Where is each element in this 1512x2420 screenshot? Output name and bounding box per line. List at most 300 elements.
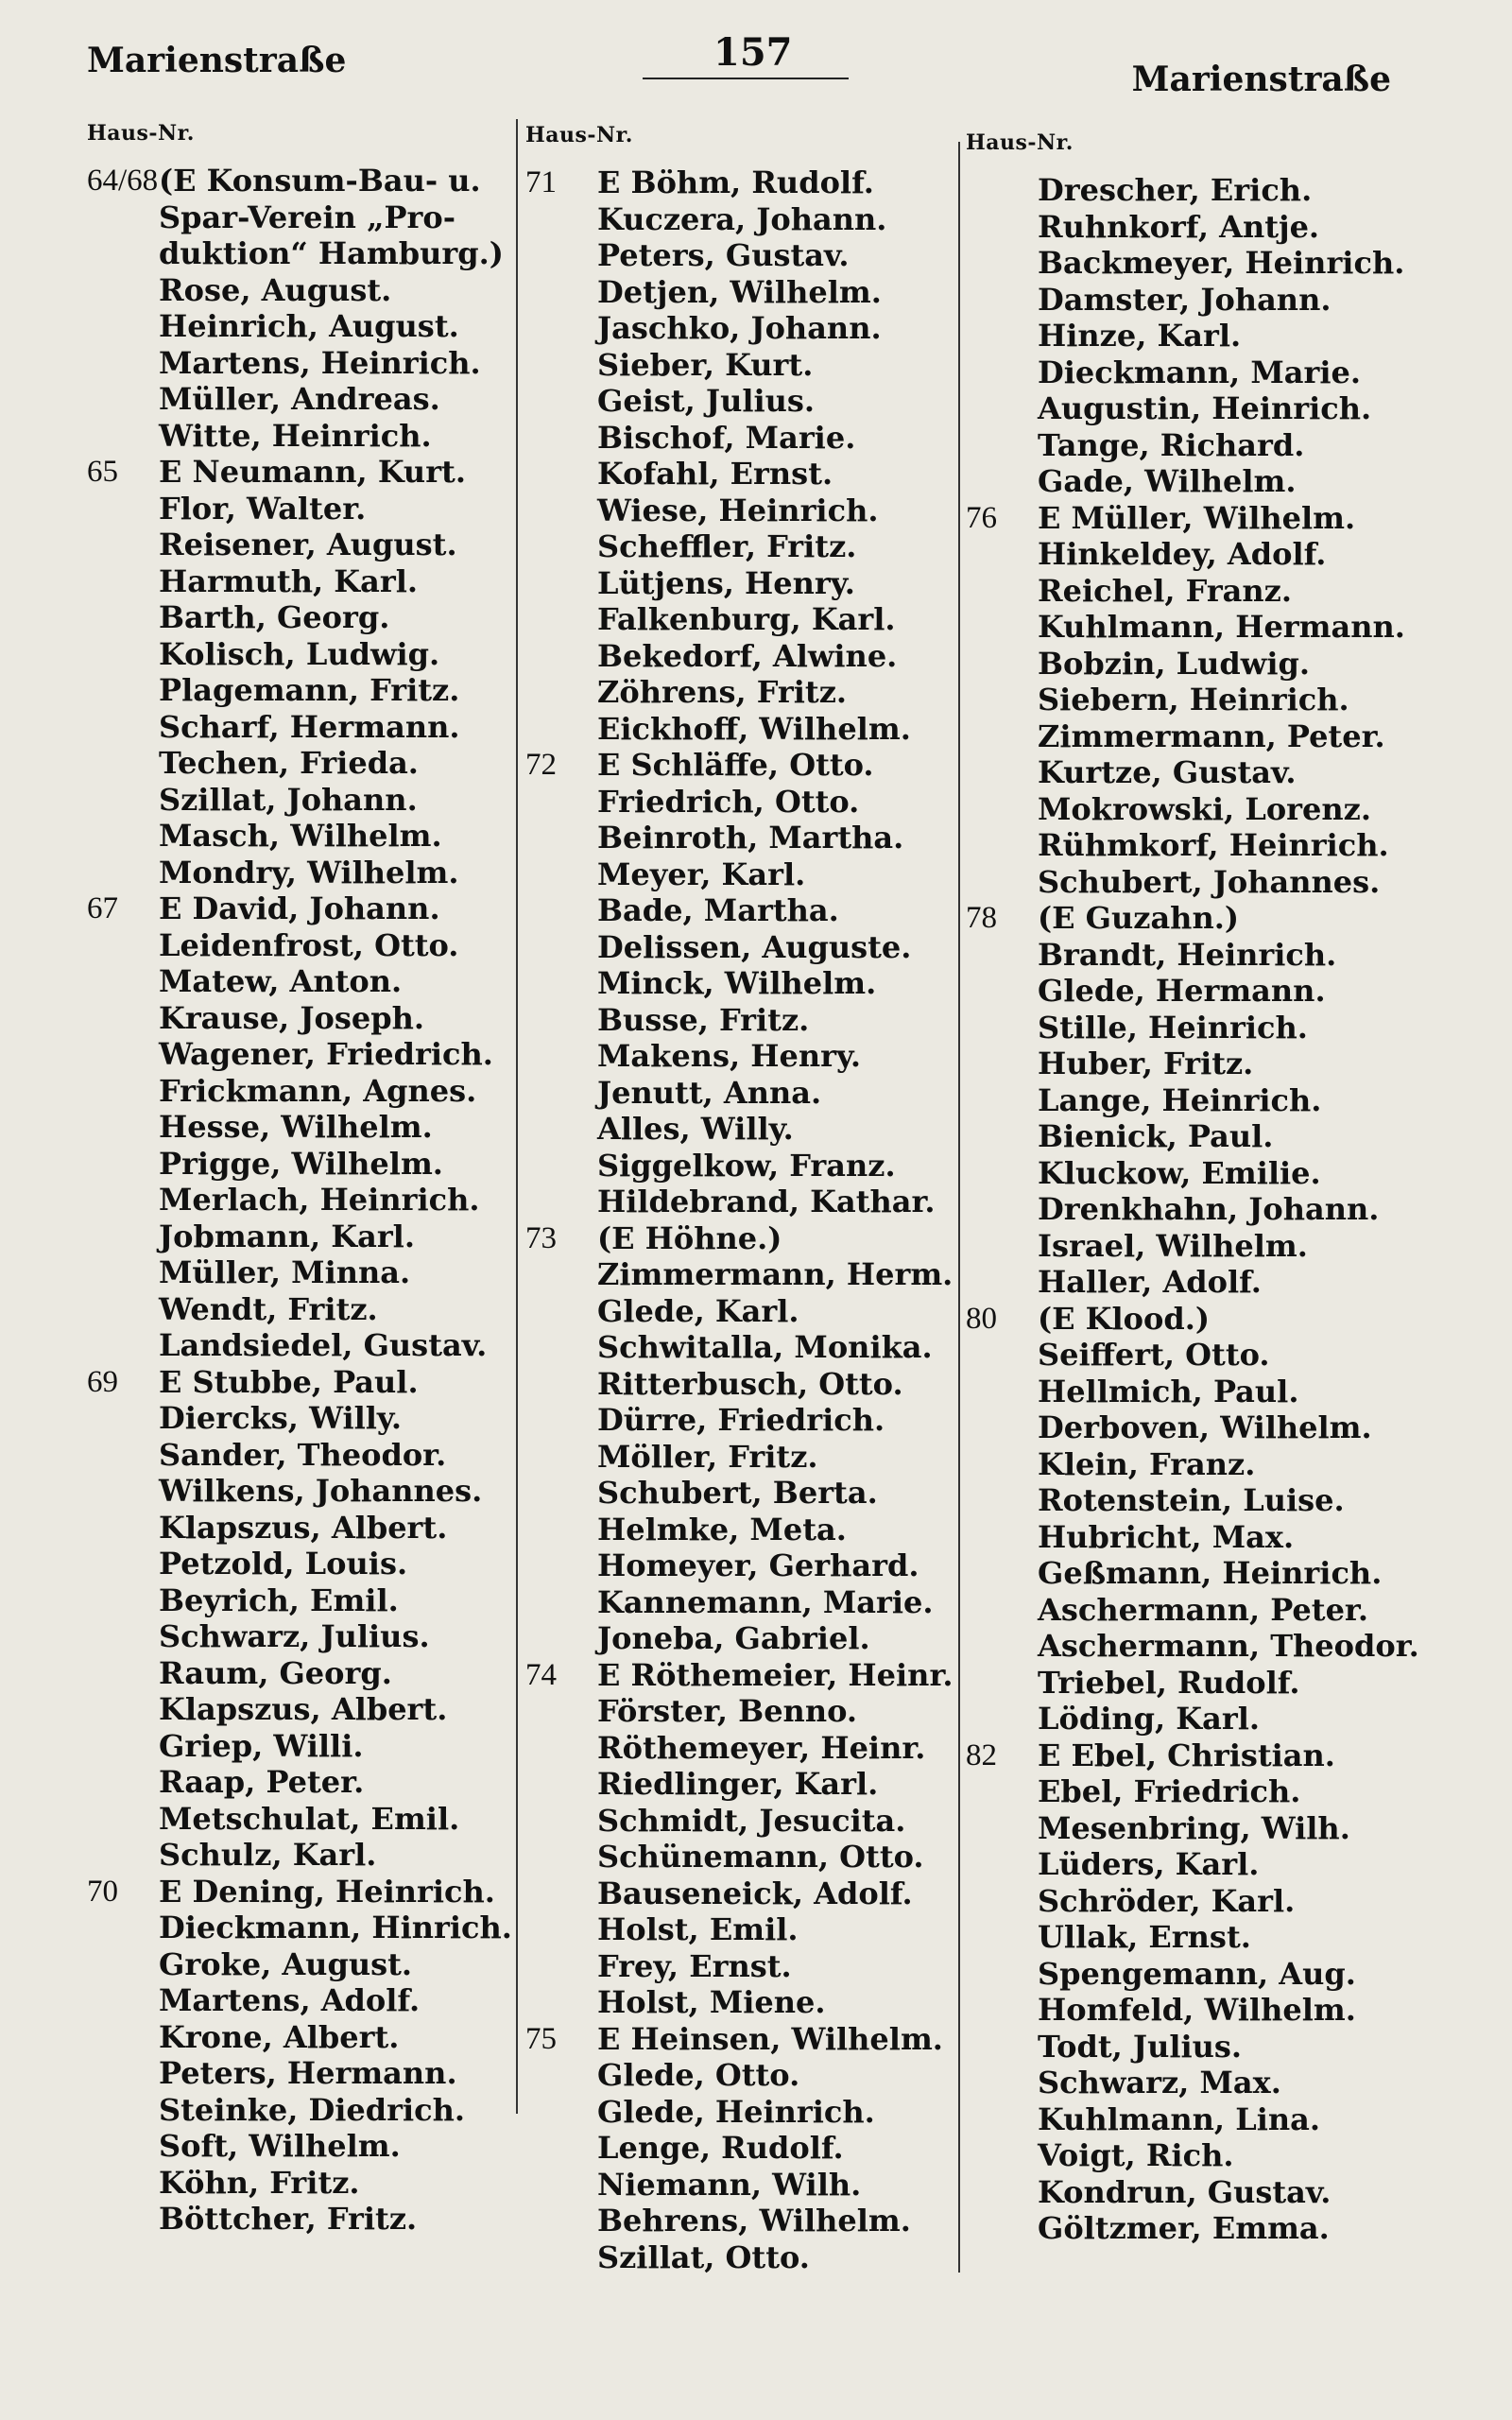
resident-name: E Böhm, Rudolf. [597,164,874,200]
resident-name: Böttcher, Fritz. [159,2201,418,2237]
resident-name: Petzold, Louis. [159,1546,408,1582]
resident-name: Bischof, Marie. [597,419,856,456]
directory-entry [87,308,503,345]
resident-name: Derboven, Wilhelm. [1038,1409,1372,1445]
column-entries [87,163,512,2238]
directory-entry [525,1620,960,1657]
resident-name: Heinrich, August. [159,308,459,344]
resident-name: (E Guzahn.) [1038,900,1239,936]
directory-entry [966,245,1419,282]
resident-name: Mondry, Wilhelm. [159,854,459,890]
directory-entry [87,1691,503,1728]
resident-name: Scheffler, Fritz. [597,528,857,564]
resident-name: Martens, Heinrich. [159,344,481,381]
resident-name: Meyer, Karl. [597,856,806,892]
directory-entry [87,1655,503,1692]
resident-name: Frickmann, Agnes. [159,1072,477,1109]
directory-entry [87,1364,503,1401]
resident-name: Geßmann, Heinrich. [1038,1555,1383,1591]
resident-name: Peters, Hermann. [159,2055,457,2091]
directory-entry [87,527,503,563]
resident-name: Harmuth, Karl. [159,562,418,599]
resident-name: Friedrich, Otto. [597,783,860,820]
resident-name: Merlach, Heinrich. [159,1182,480,1218]
directory-entry [525,1512,960,1548]
directory-entry [966,718,1419,755]
resident-name: Dürre, Friedrich. [597,1402,885,1438]
resident-name: Bekedorf, Alwine. [597,637,898,674]
resident-name: Glede, Hermann. [1038,973,1326,1009]
resident-name: Eickhoff, Wilhelm. [597,710,911,747]
directory-entry [966,172,1419,209]
directory-entry [525,1075,960,1112]
directory-entry [87,2092,503,2129]
directory-entry [87,855,503,891]
directory-entry [525,1038,960,1075]
resident-name: Kuczera, Johann. [597,200,887,237]
directory-entry [525,1256,960,1293]
resident-name: Homeyer, Gerhard. [597,1547,919,1583]
resident-name: Haller, Adolf. [1038,1264,1262,1300]
directory-entry [966,1155,1419,1192]
directory-entry [525,1730,960,1767]
resident-name: Matew, Anton. [159,963,403,999]
resident-name: Griep, Willi. [159,1727,364,1764]
resident-name: Hinze, Karl. [1038,318,1242,354]
resident-name: Förster, Benno. [597,1693,857,1729]
resident-name: Reisener, August. [159,527,457,562]
directory-entry [87,1219,503,1255]
resident-name: Soft, Wilhelm. [159,2128,401,2164]
directory-entry [87,709,503,746]
resident-name: Rühmkorf, Heinrich. [1038,827,1389,863]
directory-entry [966,1118,1419,1155]
resident-name: Kluckow, Emilie. [1038,1154,1321,1191]
resident-name: Reichel, Franz. [1038,572,1292,609]
resident-name: Hubricht, Max. [1038,1518,1295,1555]
resident-name: Lenge, Rudolf. [597,2130,844,2166]
resident-name: Kurtze, Gustav. [1038,754,1297,790]
resident-name: Klapszus, Albert. [159,1509,448,1546]
resident-name: Landsiedel, Gustav. [159,1327,488,1363]
directory-entry [87,1000,503,1037]
resident-name: Szillat, Johann. [159,781,418,818]
resident-name: Beyrich, Emil. [159,1582,399,1618]
directory-entry [525,1220,960,1257]
resident-name: Jobmann, Karl. [159,1218,415,1254]
directory-entry [525,1911,960,1948]
directory-entry [87,927,503,964]
resident-name: Brandt, Heinrich. [1038,936,1337,973]
resident-name: Zimmermann, Herm. [597,1256,954,1292]
directory-entry [966,1846,1419,1883]
resident-name: Röthemeyer, Heinr. [597,1729,926,1766]
directory-entry [966,1992,1419,2029]
directory-entry [87,272,503,309]
resident-name: Göltzmer, Emma. [1038,2210,1330,2246]
resident-name: Prigge, Wilhelm. [159,1145,443,1182]
running-head-right: Marienstraße [1131,60,1391,99]
directory-entry [966,973,1419,1010]
directory-entry [87,1437,503,1474]
resident-name: Masch, Wilhelm. [159,818,442,854]
resident-name: E Stubbe, Paul. [159,1363,419,1400]
directory-entry [966,1482,1419,1519]
resident-name: Stille, Heinrich. [1038,1009,1308,1046]
directory-entry [87,1073,503,1110]
directory-entry [87,745,503,782]
house-number: 80 [966,1301,997,1336]
house-number: 69 [87,1364,118,1399]
page-number-rule [643,78,849,79]
directory-entry [87,1582,503,1619]
resident-name: Peters, Gustav. [597,237,850,273]
directory-entry [525,1876,960,1912]
resident-name: E Neumann, Kurt. [159,454,466,490]
resident-name: Joneba, Gabriel. [597,1620,870,1656]
directory-entry [966,937,1419,974]
resident-name: Schwarz, Julius. [159,1618,430,1654]
house-number: 67 [87,891,118,925]
directory-entry [87,163,503,199]
resident-name: Lüders, Karl. [1038,1846,1260,1882]
resident-name: Raap, Peter. [159,1764,365,1800]
directory-entry [525,1547,960,1584]
column-heading: Haus-Nr. [966,130,1074,155]
directory-entry [87,1618,503,1655]
resident-name: Szillat, Otto. [597,2238,810,2275]
resident-name: E Ebel, Christian. [1038,1737,1335,1773]
directory-entry [525,2167,960,2204]
resident-name: Bienick, Paul. [1038,1118,1274,1154]
resident-name: Glede, Heinrich. [597,2093,875,2130]
directory-entry [87,1291,503,1328]
resident-name: Huber, Fritz. [1038,1046,1254,1081]
directory-entry [525,674,960,711]
directory-entry [525,1329,960,1366]
resident-name: Riedlinger, Karl. [597,1766,879,1802]
resident-name: E David, Johann. [159,890,440,926]
resident-name: (E Klood.) [1038,1300,1210,1337]
directory-entry [87,1510,503,1547]
resident-name: Lütjens, Henry. [597,564,855,601]
directory-entry [87,963,503,1000]
resident-name: Krause, Joseph. [159,999,424,1036]
directory-entry [966,900,1419,937]
resident-name: Ruhnkorf, Antje. [1038,208,1320,245]
directory-entry [525,1584,960,1621]
directory-entry [525,1839,960,1876]
directory-entry [525,856,960,893]
resident-name: Köhn, Fritz. [159,2164,360,2201]
resident-name: Löding, Karl. [1038,1701,1260,1737]
resident-name: Klein, Franz. [1038,1445,1256,1482]
resident-name: Jenutt, Anna. [597,1074,822,1111]
resident-name: Hellmich, Paul. [1038,1373,1299,1409]
directory-entry [87,381,503,418]
directory-entry [525,420,960,457]
resident-name: Möller, Fritz. [597,1438,818,1475]
directory-entry [525,565,960,602]
directory-entry [966,1082,1419,1119]
directory-entry [87,1400,503,1437]
house-number: 75 [525,2021,557,2056]
resident-name: Witte, Heinrich. [159,417,432,454]
column-3 [966,129,1419,2247]
directory-entry [525,1366,960,1403]
directory-entry [525,1475,960,1512]
directory-entry [525,2021,960,2058]
resident-name: Wendt, Fritz. [159,1290,378,1327]
directory-entry [966,1628,1419,1665]
house-number: 70 [87,1874,118,1909]
directory-entry [525,601,960,638]
directory-entry [525,747,960,784]
resident-name: Schulz, Karl. [159,1837,377,1873]
resident-name: Krone, Albert. [159,2018,400,2055]
directory-entry [966,1810,1419,1847]
resident-name: Jaschko, Johann. [597,310,882,346]
directory-entry [966,791,1419,828]
directory-entry [966,463,1419,500]
resident-name: Holst, Emil. [597,1911,799,1947]
directory-entry [525,1439,960,1476]
directory-entry [525,784,960,821]
column-2 [525,121,960,2275]
resident-name: E Heinsen, Wilhelm. [597,2020,943,2057]
directory-entry [525,1002,960,1039]
resident-name: Scharf, Hermann. [159,708,460,745]
directory-entry [966,390,1419,427]
directory-entry [87,1946,503,1983]
resident-name: E Schläffe, Otto. [597,747,874,783]
resident-name: Flor, Walter. [159,490,367,527]
resident-name: Beinroth, Martha. [597,820,904,856]
directory-entry [966,1519,1419,1556]
directory-entry [966,536,1419,573]
resident-name: Schubert, Johannes. [1038,863,1381,900]
resident-name: Bobzin, Ludwig. [1038,645,1310,682]
directory-entry [525,1948,960,1985]
resident-name: Wagener, Friedrich. [159,1036,493,1072]
resident-name: Dieckmann, Hinrich. [159,1910,512,1945]
directory-entry [87,1764,503,1801]
resident-name: Hinkeldey, Adolf. [1038,536,1327,572]
resident-name: Lange, Heinrich. [1038,1081,1322,1118]
resident-name: Niemann, Wilh. [597,2166,862,2203]
resident-name: Barth, Georg. [159,599,390,635]
directory-entry [966,1919,1419,1956]
resident-name: Schünemann, Otto. [597,1839,924,1875]
directory-entry [525,965,960,1002]
directory-entry [87,2165,503,2202]
directory-entry [966,2065,1419,2101]
resident-name: Tange, Richard. [1038,426,1305,463]
directory-entry [966,1409,1419,1446]
column-heading: Haus-Nr. [525,123,633,147]
directory-entry [966,282,1419,319]
resident-name: Raum, Georg. [159,1654,392,1691]
directory-entry [525,1693,960,1730]
directory-entry [87,1036,503,1073]
directory-entry [525,164,960,201]
directory-entry [525,929,960,966]
resident-name: Zimmermann, Peter. [1038,717,1385,754]
resident-name: (E Konsum-Bau- u. [159,163,481,199]
resident-name: Metschulat, Emil. [159,1800,460,1837]
resident-name: Drenkhahn, Johann. [1038,1191,1380,1227]
directory-entry [966,1773,1419,1810]
directory-entry [525,528,960,565]
resident-name: duktion“ Hamburg.) [159,235,504,271]
resident-name: Ebel, Friedrich. [1038,1773,1301,1809]
house-number: 65 [87,455,118,489]
resident-name: Spengemann, Aug. [1038,1955,1356,1992]
resident-name: Frey, Ernst. [597,1947,792,1984]
resident-name: Augustin, Heinrich. [1038,390,1372,426]
directory-entry [966,1264,1419,1301]
resident-name: Alles, Willy. [597,1111,794,1147]
resident-name: Mokrowski, Lorenz. [1038,790,1371,827]
directory-entry [525,456,960,493]
house-number: 76 [966,500,997,535]
directory-entry [87,563,503,600]
directory-entry [87,454,503,491]
resident-name: Leidenfrost, Otto. [159,926,459,963]
directory-entry [966,609,1419,646]
directory-entry [525,711,960,748]
resident-name: Rose, August. [159,271,392,308]
directory-entry [87,1837,503,1874]
resident-name: Plagemann, Fritz. [159,672,460,708]
directory-entry [966,1337,1419,1374]
resident-name: Kolisch, Ludwig. [159,635,440,672]
directory-entry [525,2239,960,2276]
directory-entry [525,1803,960,1840]
directory-entry [525,1766,960,1803]
resident-name: Damster, Johann. [1038,281,1332,318]
directory-entry [966,2210,1419,2247]
resident-name: Holst, Miene. [597,1984,826,2020]
directory-entry [87,636,503,673]
directory-entry [966,1737,1419,1774]
directory-entry [525,383,960,420]
resident-name: Mesenbring, Wilh. [1038,1809,1350,1846]
resident-name: Sieber, Kurt. [597,346,814,383]
resident-name: Kondrun, Gustav. [1038,2173,1332,2210]
resident-name: Minck, Wilhelm. [597,965,877,1001]
resident-name: Schröder, Karl. [1038,1882,1296,1919]
directory-entry [87,1109,503,1146]
directory-entry [966,754,1419,791]
directory-entry [525,820,960,856]
page-number: 157 [713,30,793,75]
directory-entry [525,310,960,347]
directory-entry [966,2174,1419,2211]
resident-name: E Müller, Wilhelm. [1038,499,1356,536]
house-number: 74 [525,1657,557,1692]
directory-entry [525,1984,960,2021]
resident-name: Kuhlmann, Hermann. [1038,609,1405,645]
house-number: 82 [966,1737,997,1772]
house-number: 72 [525,748,557,782]
directory-entry [525,2130,960,2167]
resident-name: Gade, Wilhelm. [1038,463,1297,499]
house-number: 73 [525,1220,557,1255]
resident-name: Seiffert, Otto. [1038,1337,1270,1373]
resident-name: Techen, Frieda. [159,745,419,781]
directory-entry [87,599,503,636]
directory-entry [525,638,960,675]
directory-entry [87,672,503,709]
resident-name: Groke, August. [159,1945,413,1982]
resident-name: Spar-Verein „Pro- [159,199,456,235]
directory-entry [966,682,1419,718]
directory-entry [87,2128,503,2165]
directory-entry [525,201,960,238]
directory-entry [966,1956,1419,1993]
resident-name: (E Höhne.) [597,1219,782,1256]
directory-entry [966,2029,1419,2066]
resident-name: Falkenburg, Karl. [597,601,896,637]
resident-name: Müller, Minna. [159,1254,411,1290]
directory-entry [966,1046,1419,1082]
resident-name: Müller, Andreas. [159,381,440,417]
resident-name: Busse, Fritz. [597,1001,810,1038]
resident-name: Schwarz, Max. [1038,2065,1281,2100]
directory-entry [525,274,960,311]
resident-name: Wilkens, Johannes. [159,1473,483,1509]
directory-entry [87,1146,503,1183]
resident-name: Steinke, Diedrich. [159,2091,466,2128]
resident-name: Triebel, Rudolf. [1038,1664,1300,1701]
directory-entry [87,199,503,236]
resident-name: Helmke, Meta. [597,1511,847,1547]
resident-name: Voigt, Rich. [1038,2137,1234,2173]
resident-name: Kuhlmann, Lina. [1038,2100,1320,2137]
directory-entry [525,2094,960,2131]
resident-name: Glede, Karl. [597,1292,799,1329]
resident-name: Rotenstein, Luise. [1038,1482,1345,1518]
resident-name: Backmeyer, Heinrich. [1038,245,1405,281]
directory-entry [966,354,1419,391]
resident-name: Kannemann, Marie. [597,1583,934,1620]
column-1 [87,119,512,2238]
directory-entry [966,827,1419,864]
resident-name: Bade, Martha. [597,892,839,928]
directory-entry [87,2019,503,2056]
directory-entry [87,235,503,272]
resident-name: Schwitalla, Monika. [597,1329,933,1365]
directory-entry [966,1446,1419,1483]
directory-entry [87,1254,503,1291]
directory-entry [87,1182,503,1219]
column-entries [525,164,960,2275]
directory-entry [966,646,1419,683]
resident-name: Kofahl, Ernst. [597,456,833,492]
directory-entry [525,2203,960,2239]
column-divider-1 [516,119,518,2114]
resident-name: Detjen, Wilhelm. [597,273,882,310]
directory-entry [87,1982,503,2019]
resident-name: Zöhrens, Fritz. [597,674,848,710]
directory-entry [966,1191,1419,1228]
directory-entry [966,1592,1419,1629]
directory-entry [87,1327,503,1364]
directory-entry [525,1293,960,1330]
resident-name: Todt, Julius. [1038,2028,1243,2065]
directory-entry [87,2055,503,2092]
